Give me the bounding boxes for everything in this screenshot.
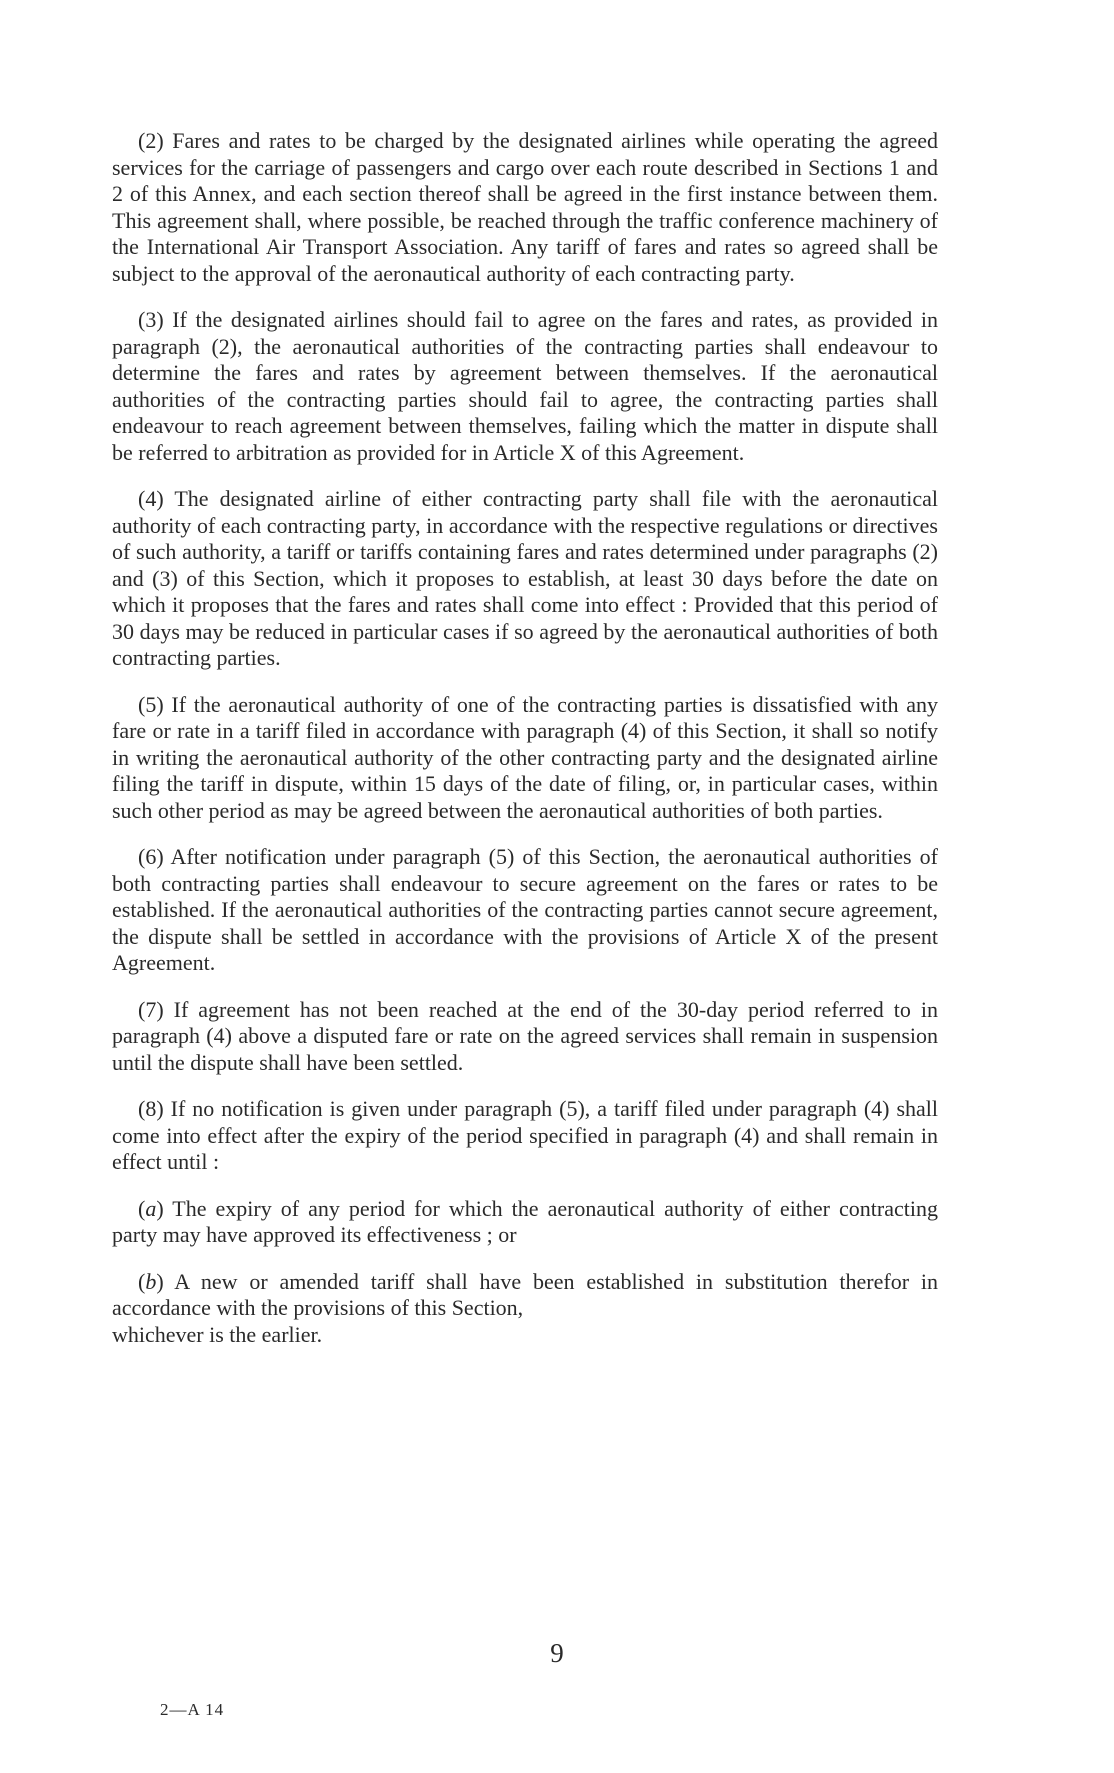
subclause-a bbox=[112, 1196, 938, 1249]
subclause-a-text: The expiry of any period for which the aeronautical authority of either contracting party may have approved its effectiveness ; or bbox=[112, 1195, 938, 1247]
subclause-b-letter: b bbox=[145, 1268, 157, 1294]
subclause-b bbox=[112, 1269, 938, 1322]
closing-line: whichever is the earlier. bbox=[112, 1321, 323, 1347]
subclause-b-close: ) bbox=[156, 1268, 164, 1294]
subclause-a-close: ) bbox=[156, 1195, 164, 1221]
document-body bbox=[112, 128, 938, 1348]
paragraph-4: (4) The designated airline of either contracting party shall file with the aeronautical authority of each contracting party, in accordance with the respective regulations or directives of such authority, a tariff or tariffs containing fares and rates determined under paragraphs (2) and (3) of this Section, which it proposes to establish, at least 30 days before the date on which it proposes that the fares and rates shall come into effect : Provided that this period of 30 days may be reduced in particular cases if so agreed by the aeronautical authorities of both contracting parties. bbox=[112, 486, 938, 670]
paragraph-5: (5) If the aeronautical authority of one of the contracting parties is dissatisfied with any fare or rate in a tariff filed in accordance with paragraph (4) of this Section, it shall so notify in writing the aeronautical authority of the other contracting party and the designated airline filing the tariff in dispute, within 15 days of the date of filing, or, in particular cases, within such other period as may be agreed between the aeronautical authorities of both parties. bbox=[112, 691, 938, 823]
subclause-a-open: ( bbox=[138, 1195, 146, 1221]
subclause-b-open: ( bbox=[138, 1268, 146, 1294]
paragraph-8: (8) If no notification is given under paragraph (5), a tariff filed under paragraph (4) shall come into effect after the expiry of the period specified in paragraph (4) and shall remain in effect until : bbox=[112, 1096, 938, 1174]
paragraph-3: (3) If the designated airlines should fail to agree on the fares and rates, as provided in paragraph (2), the aeronautical authorities of the contracting parties shall endeavour to determine the fares and rates by agreement between themselves. If the aeronautical authorities of the contracting parties should fail to agree, the contracting parties shall endeavour to reach agreement between themselves, failing which the matter in dispute shall be referred to arbitration as provided for in Article X of this Agreement. bbox=[112, 307, 938, 465]
paragraph-7: (7) If agreement has not been reached at the end of the 30-day period referred to in paragraph (4) above a disputed fare or rate on the agreed services shall remain in suspension until the dispute shall have been settled. bbox=[112, 996, 938, 1075]
subclause-b-text: A new or amended tariff shall have been established in substitution therefor in accordance with the provisions of this Section, bbox=[112, 1268, 938, 1320]
page-number: 9 bbox=[550, 1638, 564, 1668]
subclause-a-letter: a bbox=[145, 1195, 157, 1221]
paragraph-2: (2) Fares and rates to be charged by the designated airlines while operating the agreed services for the carriage of passengers and cargo over each route described in Sections 1 and 2 of this Annex, and each section thereof shall be agreed in the first instance between them. This agreement shall, where possible, be reached through the traffic conference machinery of the International Air Transport Association. Any tariff of fares and rates so agreed shall be subject to the approval of the aeronautical authority of each contracting party. bbox=[112, 128, 938, 286]
footer-signature-mark: 2—A 14 bbox=[160, 1700, 225, 1719]
paragraph-6: (6) After notification under paragraph (5) of this Section, the aeronautical authorities of both contracting parties shall endeavour to secure agreement on the fares or rates to be established. If the aeronautical authorities of the contracting parties cannot secure agreement, the dispute shall be settled in accordance with the provisions of Article X of the present Agreement. bbox=[112, 844, 938, 975]
